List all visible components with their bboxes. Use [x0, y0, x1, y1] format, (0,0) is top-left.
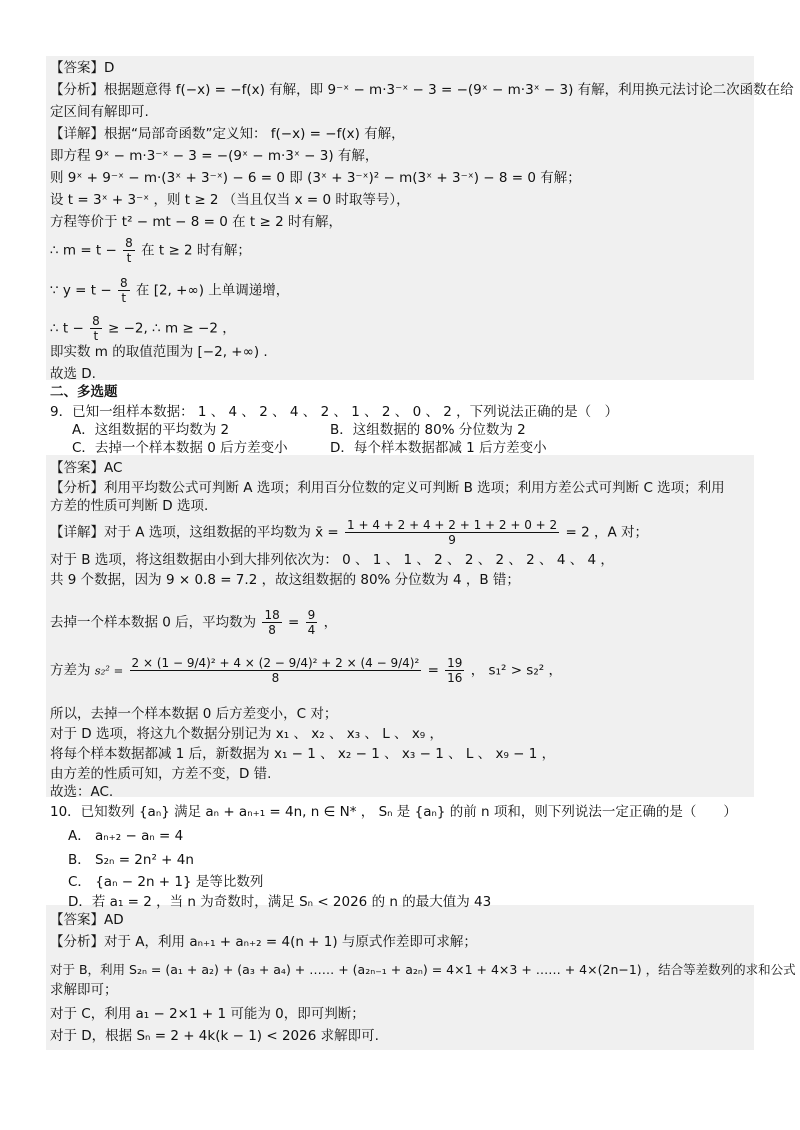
- analysis-text: 【分析】利用平均数公式可判断 A 选项；利用百分位数的定义可判断 B 选项；利用方差公式可判断 C 选项；利用: [50, 480, 725, 496]
- question-10-option-d: D．若 a₁ = 2 ，当 n 为奇数时，满足 Sₙ < 2026 的 n 的最大值为 43: [68, 894, 492, 910]
- fraction-8-over-t: $\frac{8}{t}$: [119, 276, 128, 305]
- question-9-option-d: D．每个样本数据都减 1 后方差变小: [330, 440, 547, 456]
- answer-label: 【答案】D: [50, 60, 115, 76]
- detail-line-d2: 将每个样本数据都减 1 后，新数据为 x₁ − 1 、 x₂ − 1 、 x₃ − 1 、 L 、 x₉ − 1 ，: [50, 746, 556, 762]
- detail-line-8: ∴ t − $\frac{8}{t}$ ≥ −2, ∴ m ≥ −2 ，: [50, 314, 236, 343]
- variance-fraction: $\frac{\text{2 × (1 − 9/4)² + 4 × (2 − 9/4)² + 2 × (4 − 9/4)²}}{8}$: [131, 656, 420, 685]
- analysis-line-5: 对于 D，根据 Sₙ = 2 + 4k(k − 1) < 2026 求解即可.: [50, 1028, 379, 1044]
- fraction-8-over-t: $\frac{8}{t}$: [125, 236, 133, 265]
- answer-label: 【答案】AD: [50, 912, 124, 928]
- analysis-line-4: 对于 C，利用 a₁ − 2×1 + 1 可能为 0，即可判断；: [50, 1006, 365, 1022]
- question-10-option-b: B． S₂ₙ = 2n² + 4n: [68, 852, 194, 868]
- detail-line-9: 即实数 m 的取值范围为 [−2, +∞) .: [50, 344, 268, 360]
- answer-label: 【答案】AC: [50, 460, 123, 476]
- fraction-8-over-t: $\frac{8}{t}$: [92, 314, 100, 343]
- detail-mean-line: 【详解】对于 A 选项，这组数据的平均数为 x̄ = $\frac{1 + 4 + 2 + 4 + 2 + 1 + 2 + 0 + 2}{9}$ = 2 ，A 对；: [50, 518, 648, 547]
- detail-line-7: ∵ y = t − $\frac{8}{t}$ 在 [2, +∞) 上单调递增，: [50, 276, 290, 305]
- detail-line-5: 方程等价于 t² − mt − 8 = 0 在 t ≥ 2 时有解，: [50, 214, 342, 230]
- detail-line-4: 设 t = 3ˣ + 3⁻ˣ ，则 t ≥ 2 （当且仅当 x = 0 时取等号），: [50, 192, 410, 208]
- detail-conclusion: 故选：AC.: [50, 784, 114, 800]
- mean-fraction: $\frac{1 + 4 + 2 + 4 + 2 + 1 + 2 + 0 + 2}{9}$: [347, 518, 558, 547]
- detail-line-10: 故选 D.: [50, 366, 96, 382]
- detail-percentile-line: 共 9 个数据，因为 9 × 0.8 = 7.2 ，故这组数据的 80% 分位数为 4 ，B 错；: [50, 572, 520, 588]
- detail-sort-line: 对于 B 选项，将这组数据由小到大排列依次为： 0 、 1 、 1 、 2 、 2 、 2 、 2 、 4 、 4 ，: [50, 552, 614, 568]
- detail-new-mean-line: 去掉一个样本数据 0 后，平均数为 $\frac{18}{8}$ = $\frac{9}{4}$ ，: [50, 608, 338, 637]
- question-9-option-b: B．这组数据的 80% 分位数为 2: [330, 422, 526, 438]
- analysis-text: 【分析】根据题意得 f(−x) = −f(x) 有解，即 9⁻ˣ − m·3⁻ˣ − 3 = −(9ˣ − m·3ˣ − 3) 有解，利用换元法讨论二次函数在给: [50, 82, 794, 98]
- question-9-stem: 9．已知一组样本数据： 1 、 4 、 2 、 4 、 2 、 1 、 2 、 0 、 2 ，下列说法正确的是（ ）: [50, 404, 619, 420]
- question-9-option-a: A．这组数据的平均数为 2: [72, 422, 230, 438]
- analysis-line-2: 对于 B，利用 S₂ₙ = (a₁ + a₂) + (a₃ + a₄) + …… + (a₂ₙ₋₁ + a₂ₙ) = 4×1 + 4×3 + …… + 4×(2n−1) ，结合等差数列的求和公式: [50, 962, 796, 977]
- detail-line-2: 即方程 9ˣ − m·3⁻ˣ − 3 = −(9ˣ − m·3ˣ − 3) 有解，: [50, 148, 379, 164]
- detail-line-3: 则 9ˣ + 9⁻ˣ − m·(3ˣ + 3⁻ˣ) − 6 = 0 即 (3ˣ + 3⁻ˣ)² − m(3ˣ + 3⁻ˣ) − 8 = 0 有解；: [50, 170, 581, 186]
- detail-line-1: 【详解】根据“局部奇函数”定义知： f(−x) = −f(x) 有解，: [50, 126, 405, 142]
- detail-line-6: ∴ m = t − $\frac{8}{t}$ 在 t ≥ 2 时有解；: [50, 236, 251, 265]
- question-10-stem: 10．已知数列 {aₙ} 满足 aₙ + aₙ₊₁ = 4n, n ∈ N* ， Sₙ 是 {aₙ} 的前 n 项和，则下列说法一定正确的是（ ）: [50, 804, 737, 820]
- analysis-text-cont: 方差的性质可判断 D 选项.: [50, 498, 209, 514]
- analysis-text-cont: 定区间有解即可.: [50, 104, 149, 120]
- question-10-option-a: A． aₙ₊₂ − aₙ = 4: [68, 828, 184, 844]
- analysis-line-3: 求解即可；: [50, 982, 118, 998]
- detail-variance-line: 方差为 s₂² = $\frac{\text{2 × (1 − 9/4)² + 4 × (2 − 9/4)² + 2 × (4 − 9/4)²}}{8}$ = $\frac{19}{16}$ ， s₁² > s₂² ，: [50, 656, 562, 685]
- section-heading: 二、多选题: [50, 384, 118, 400]
- analysis-line-1: 【分析】对于 A，利用 aₙ₊₁ + aₙ₊₂ = 4(n + 1) 与原式作差即可求解；: [50, 934, 477, 950]
- detail-line-c: 所以，去掉一个样本数据 0 后方差变小，C 对；: [50, 706, 338, 722]
- detail-line-d1: 对于 D 选项，将这九个数据分别记为 x₁ 、 x₂ 、 x₃ 、 L 、 x₉ ，: [50, 726, 444, 742]
- question-10-option-c: C． {aₙ − 2n + 1} 是等比数列: [68, 874, 264, 890]
- detail-line-d3: 由方差的性质可知，方差不变，D 错.: [50, 766, 272, 782]
- question-9-option-c: C．去掉一个样本数据 0 后方差变小: [72, 440, 288, 456]
